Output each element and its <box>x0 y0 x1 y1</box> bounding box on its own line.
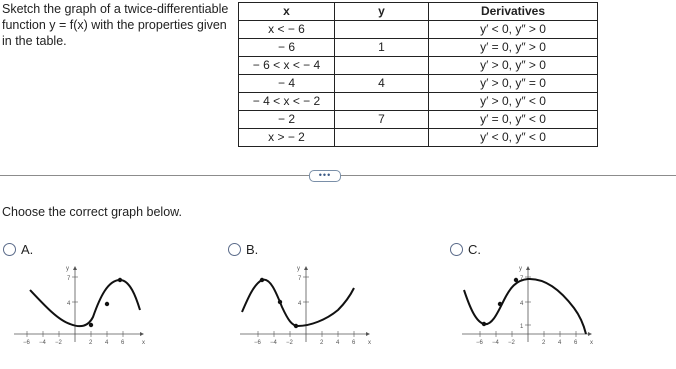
y-tick-label: 4 <box>520 301 524 307</box>
y-axis-label: y <box>519 266 522 272</box>
table-row <box>239 129 598 147</box>
x-tick-label: 6 <box>574 340 578 346</box>
cell-derivatives: y′ = 0, y″ < 0 <box>429 111 598 129</box>
x-tick-label: 2 <box>89 340 93 346</box>
table-row <box>239 39 598 57</box>
x-tick-label: 6 <box>121 340 125 346</box>
x-tick-label: −6 <box>254 340 261 346</box>
y-axis-label: y <box>297 266 300 272</box>
y-axis-label: y <box>66 266 69 272</box>
cell-x: x > − 2 <box>239 129 335 147</box>
cell-x: − 6 < x < − 4 <box>239 57 335 75</box>
x-tick-label: −6 <box>23 340 30 346</box>
cell-derivatives: y′ > 0, y″ > 0 <box>429 57 598 75</box>
graph-option-c[interactable] <box>458 262 598 350</box>
y-tick-label: 7 <box>67 276 71 282</box>
table-row <box>239 111 598 129</box>
radio-button-c[interactable] <box>450 243 463 256</box>
option-a[interactable] <box>3 242 33 257</box>
cell-x: − 2 <box>239 111 335 129</box>
option-a-label: A. <box>21 242 34 257</box>
option-b-label: B. <box>246 242 259 257</box>
x-tick-label: −6 <box>476 340 483 346</box>
x-tick-label: −2 <box>55 340 62 346</box>
option-b[interactable] <box>228 242 258 257</box>
graph-option-a[interactable] <box>10 262 150 350</box>
table-row <box>239 57 598 75</box>
x-axis-label: x <box>142 340 145 346</box>
cell-y: 1 <box>335 39 429 57</box>
cell-derivatives: y′ > 0, y″ = 0 <box>429 75 598 93</box>
properties-table <box>238 2 598 147</box>
cell-x: − 6 <box>239 39 335 57</box>
question-text: Sketch the graph of a twice-differentiable function y = f(x) with the properties given in the table. <box>2 2 229 48</box>
x-tick-label: −4 <box>492 340 499 346</box>
x-tick-label: 4 <box>336 340 340 346</box>
cell-y <box>335 93 429 111</box>
cell-y <box>335 57 429 75</box>
cell-derivatives: y′ < 0, y″ < 0 <box>429 129 598 147</box>
y-tick-label: 4 <box>67 301 71 307</box>
cell-y <box>335 129 429 147</box>
cell-x: x < − 6 <box>239 21 335 39</box>
header-x: x <box>239 3 335 21</box>
prompt-text: Choose the correct graph below. <box>2 205 182 219</box>
cell-y: 4 <box>335 75 429 93</box>
radio-button-b[interactable] <box>228 243 241 256</box>
cell-x: − 4 <box>239 75 335 93</box>
cell-derivatives: y′ = 0, y″ > 0 <box>429 39 598 57</box>
more-button[interactable]: ••• <box>309 170 341 182</box>
x-axis-label: x <box>590 340 593 346</box>
x-tick-label: 4 <box>105 340 109 346</box>
table-row <box>239 93 598 111</box>
header-y: y <box>335 3 429 21</box>
x-tick-label: −2 <box>286 340 293 346</box>
x-tick-label: −4 <box>270 340 277 346</box>
option-c-label: C. <box>468 242 481 257</box>
table-row <box>239 75 598 93</box>
radio-button-a[interactable] <box>3 243 16 256</box>
x-tick-label: 2 <box>320 340 324 346</box>
x-tick-label: −2 <box>508 340 515 346</box>
y-tick-label: 7 <box>520 276 524 282</box>
x-tick-label: 2 <box>542 340 546 346</box>
x-axis-label: x <box>368 340 371 346</box>
cell-derivatives: y′ < 0, y″ > 0 <box>429 21 598 39</box>
x-tick-label: −4 <box>39 340 46 346</box>
y-tick-label: 4 <box>298 301 302 307</box>
cell-derivatives: y′ > 0, y″ < 0 <box>429 93 598 111</box>
x-tick-label: 4 <box>558 340 562 346</box>
cell-x: − 4 < x < − 2 <box>239 93 335 111</box>
cell-y <box>335 21 429 39</box>
table-row <box>239 21 598 39</box>
y-tick-label: 7 <box>298 276 302 282</box>
cell-y: 7 <box>335 111 429 129</box>
x-tick-label: 6 <box>352 340 356 346</box>
graph-option-b[interactable] <box>236 262 376 350</box>
option-c[interactable] <box>450 242 481 257</box>
y-tick-label: 1 <box>520 324 524 330</box>
table-header-row <box>239 3 598 21</box>
header-derivatives: Derivatives <box>429 3 598 21</box>
